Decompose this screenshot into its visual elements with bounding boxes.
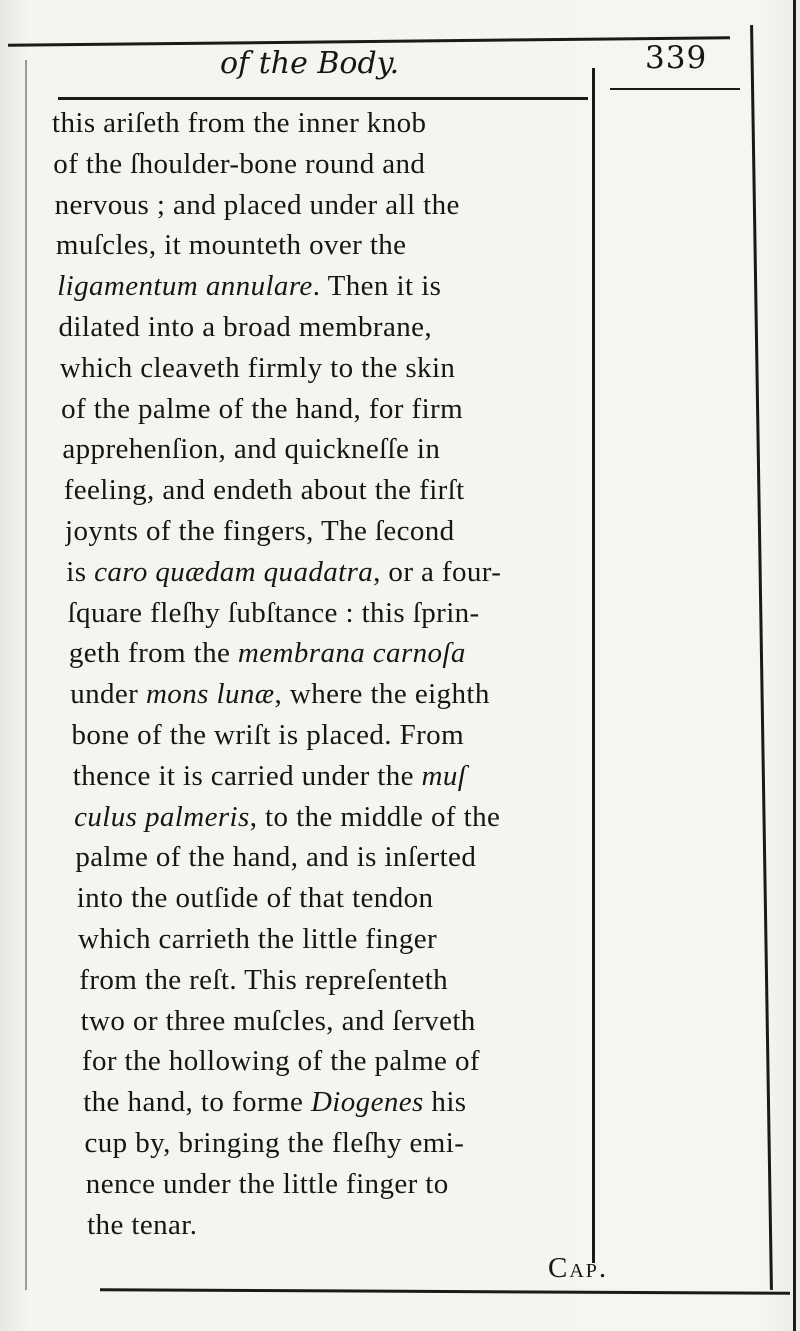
italic-phrase: caro quædam quadatra xyxy=(94,555,374,588)
header-underline xyxy=(58,97,588,100)
text-segment: the hand, to forme xyxy=(83,1086,311,1119)
text-line xyxy=(66,552,607,592)
text-segment: of the palme of the hand, for firm xyxy=(61,392,464,425)
text-line xyxy=(86,1164,621,1204)
text-segment: the tenar. xyxy=(87,1208,198,1241)
text-line xyxy=(81,1001,617,1041)
text-line xyxy=(68,593,608,633)
text-segment: . Then it is xyxy=(312,270,442,303)
italic-phrase: muſ xyxy=(421,759,467,792)
text-segment: which carrieth the little finger xyxy=(78,923,438,955)
italic-phrase: Diogenes xyxy=(310,1086,424,1119)
text-segment: is xyxy=(66,555,95,588)
text-segment: bone of the wriſt is placed. From xyxy=(71,719,465,751)
right-margin-rule xyxy=(750,25,773,1290)
text-segment: muſcles, it mounteth over the xyxy=(55,229,407,262)
text-segment: of the ſhoulder-bone round and xyxy=(53,147,426,180)
text-segment: his xyxy=(423,1086,467,1119)
text-line xyxy=(77,878,614,918)
text-line xyxy=(73,756,612,796)
text-line xyxy=(79,960,616,1000)
text-line xyxy=(53,144,598,184)
text-line xyxy=(56,225,600,265)
text-segment: nervous ; and placed under all the xyxy=(54,188,460,221)
scan-frame-edge xyxy=(793,0,796,1331)
text-segment: , where the eighth xyxy=(274,678,490,711)
text-segment: palme of the hand, and is inſerted xyxy=(75,841,477,874)
text-segment: apprehenſion, and quickneſſe in xyxy=(62,433,441,466)
text-segment: cup by, bringing the fleſhy emi- xyxy=(84,1127,465,1159)
italic-phrase: culus palmeris xyxy=(74,800,250,833)
text-segment: thence it is carried under the xyxy=(72,759,422,792)
text-line xyxy=(87,1205,621,1245)
text-line xyxy=(52,103,597,143)
text-line xyxy=(61,389,603,429)
text-line xyxy=(59,307,602,347)
text-segment: from the reſt. This repreſenteth xyxy=(79,963,449,996)
text-segment: , or a four- xyxy=(373,555,502,588)
italic-phrase: mons lunæ xyxy=(145,678,275,711)
text-line xyxy=(72,715,611,755)
text-segment: ſquare fleſhy ſubſtance : this ſprin- xyxy=(67,596,480,629)
text-line xyxy=(62,429,604,469)
text-line xyxy=(69,633,609,673)
bottom-rule xyxy=(100,1288,790,1295)
text-line xyxy=(78,919,615,959)
text-line xyxy=(70,674,609,714)
running-head: of the Body. xyxy=(220,46,400,81)
text-line xyxy=(55,185,599,225)
text-segment: , to the middle of the xyxy=(249,800,501,833)
text-line xyxy=(74,797,612,837)
text-segment: nence under the little finger to xyxy=(85,1167,449,1200)
text-line xyxy=(57,266,600,306)
text-line xyxy=(83,1082,618,1122)
italic-phrase: ligamentum annulare xyxy=(57,270,313,303)
text-segment: two or three muſcles, and ſerveth xyxy=(80,1004,476,1037)
text-segment: feeling, and endeth about the firſt xyxy=(63,474,465,507)
text-segment: under xyxy=(70,678,146,711)
text-segment: joynts of the fingers, The ſecond xyxy=(65,515,455,547)
text-line xyxy=(82,1041,618,1081)
text-line xyxy=(75,837,613,877)
text-line xyxy=(60,348,603,388)
text-segment: into the outſide of that tendon xyxy=(76,882,434,915)
text-segment: geth from the xyxy=(68,637,238,670)
text-segment: for the hollowing of the palme of xyxy=(81,1045,480,1078)
text-segment: dilated into a broad membrane, xyxy=(58,311,433,343)
page-number-underline xyxy=(610,88,740,90)
text-line xyxy=(65,511,606,551)
text-line xyxy=(85,1123,620,1163)
text-segment: which cleaveth firmly to the skin xyxy=(59,351,456,384)
page-number: 339 xyxy=(645,40,708,76)
catchword: Cap. xyxy=(548,1252,609,1284)
text-line xyxy=(64,470,605,510)
italic-phrase: membrana carnoſa xyxy=(237,637,466,670)
page-gutter-shadow xyxy=(25,60,27,1290)
text-segment: this ariſeth from the inner knob xyxy=(52,107,427,139)
